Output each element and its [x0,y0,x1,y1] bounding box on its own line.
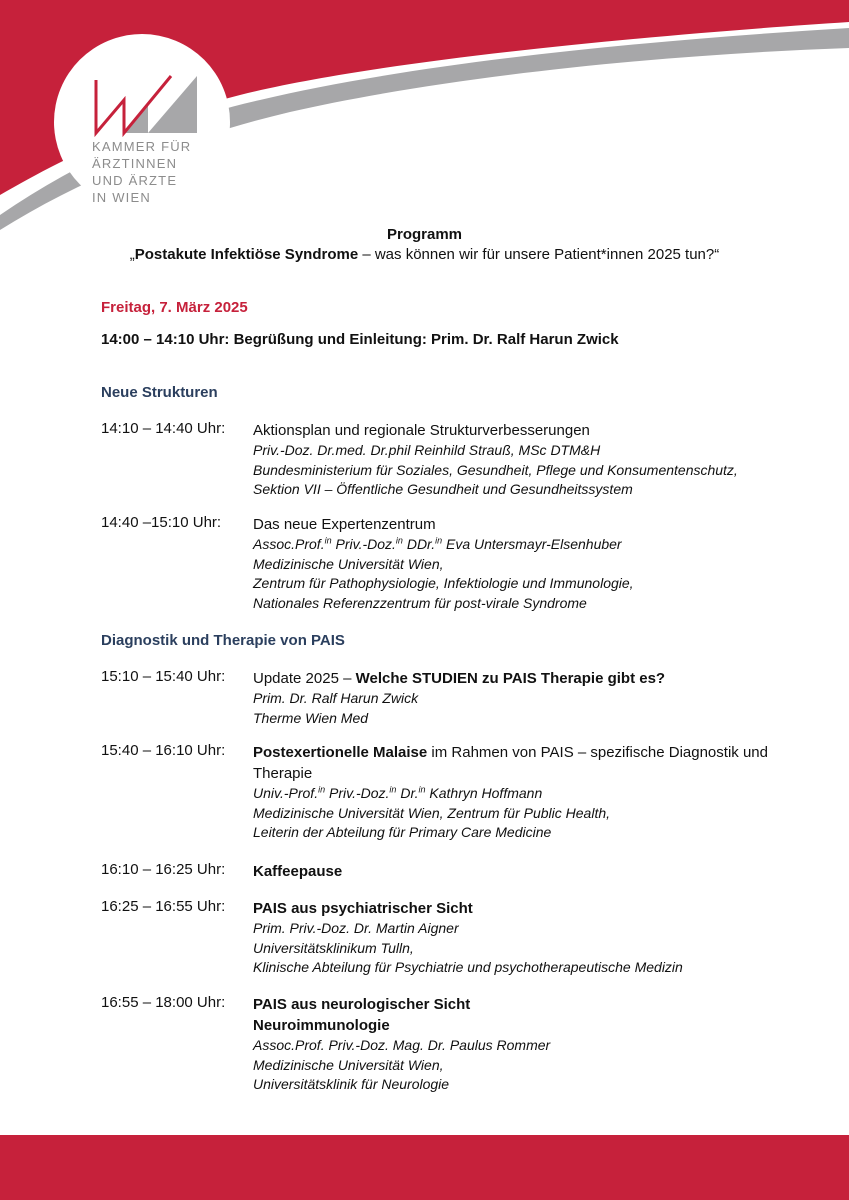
section-title-diagnostik: Diagnostik und Therapie von PAIS [101,632,345,649]
entry-body [253,994,773,1095]
entry-topic: Postexertionelle Malaise im Rahmen von PAIS – spezifische Diagnostik und Therapie [253,744,768,782]
detail-line: Priv.-Doz. Dr.med. Dr.phil Reinhild Strauß, MSc DTM&H [253,442,601,458]
detail-line: Zentrum für Pathophysiologie, Infektiologie und Immunologie, [253,575,634,591]
entry-topic: Das neue Expertenzentrum [253,516,436,533]
entry-details [253,1036,773,1095]
speaker-line: Univ.-Prof.$^{in}$ Priv.-Doz.$^{in}$ Dr.$^{in}$ Kathryn Hoffmann [253,784,543,801]
detail-line: Medizinische Universität Wien, [253,555,444,572]
detail-line: Bundesministerium für Soziales, Gesundheit, Pflege und Konsumentenschutz, [253,461,738,478]
entry-body [253,861,773,882]
entry-details [253,919,773,978]
detail-line: Nationales Referenzzentrum für post-virale Syndrome [253,594,587,611]
welcome-line: 14:00 – 14:10 Uhr: Begrüßung und Einleitung: Prim. Dr. Ralf Harun Zwick [101,331,619,348]
entry-topic-2: Neuroimmunologie [253,1017,390,1034]
entry-details [253,784,773,843]
logo-line: IN WIEN [92,190,151,205]
entry-body [253,668,773,728]
entry-time: 16:25 – 16:55 Uhr: [101,898,226,915]
entry-topic: Update 2025 – Welche STUDIEN zu PAIS Therapie gibt es? [253,670,666,687]
entry-time: 16:55 – 18:00 Uhr: [101,994,226,1011]
entry-topic: PAIS aus psychiatrischer Sicht [253,900,473,917]
entry-details [253,441,773,500]
title-block [0,226,849,263]
entry-time: 16:10 – 16:25 Uhr: [101,861,226,878]
logo-line: ÄRZTINNEN [92,156,178,171]
detail-line: Therme Wien Med [253,709,369,726]
entry-time: 14:40 –15:10 Uhr: [101,514,222,531]
detail-line: Klinische Abteilung für Psychiatrie und psychotherapeutische Medizin [253,959,683,975]
subtitle-open-quote: „ [129,246,135,263]
entry-body [253,514,773,613]
subtitle-rest: – was können wir für unsere Patient*innen 2025 tun?“ [358,246,720,263]
entry-details [253,535,773,613]
speaker-line: Assoc.Prof.$^{in}$ Priv.-Doz.$^{in}$ DDr.$^{in}$ Eva Untersmayr-Elsenhuber [253,535,622,552]
entry-time: 14:10 – 14:40 Uhr: [101,420,226,437]
detail-line: Medizinische Universität Wien, [253,1056,444,1073]
detail-line: Assoc.Prof. Priv.-Doz. Mag. Dr. Paulus Rommer [253,1037,551,1053]
entry-time: 15:40 – 16:10 Uhr: [101,742,226,759]
entry-body [253,742,773,843]
entry-topic: Aktionsplan und regionale Strukturverbesserungen [253,422,590,439]
entry-body [253,898,773,978]
detail-line: Sektion VII – Öffentliche Gesundheit und Gesundheitssystem [253,481,633,497]
logo-wordmark [92,138,191,206]
page-title: Programm [386,226,463,243]
subtitle-bold: Postakute Infektiöse Syndrome [134,246,359,263]
detail-line: Universitätsklinikum Tulln, [253,939,414,956]
detail-line: Prim. Priv.-Doz. Dr. Martin Aigner [253,920,459,936]
logo-line: KAMMER FÜR [92,139,192,154]
section-title-neue-strukturen: Neue Strukturen [101,384,218,401]
entry-topic: Kaffeepause [253,863,343,880]
page-subtitle [0,246,849,263]
footer-bar [0,1135,849,1200]
entry-details [253,689,773,728]
detail-line: Leiterin der Abteilung für Primary Care Medicine [253,824,552,840]
entry-body [253,420,773,500]
logo-line: UND ÄRZTE [92,173,178,188]
detail-line: Universitätsklinik für Neurologie [253,1076,450,1092]
detail-line: Prim. Dr. Ralf Harun Zwick [253,690,419,706]
detail-line: Medizinische Universität Wien, Zentrum für Public Health, [253,804,611,821]
event-date: Freitag, 7. März 2025 [101,299,248,316]
entry-topic: PAIS aus neurologischer Sicht [253,996,471,1013]
entry-time: 15:10 – 15:40 Uhr: [101,668,226,685]
